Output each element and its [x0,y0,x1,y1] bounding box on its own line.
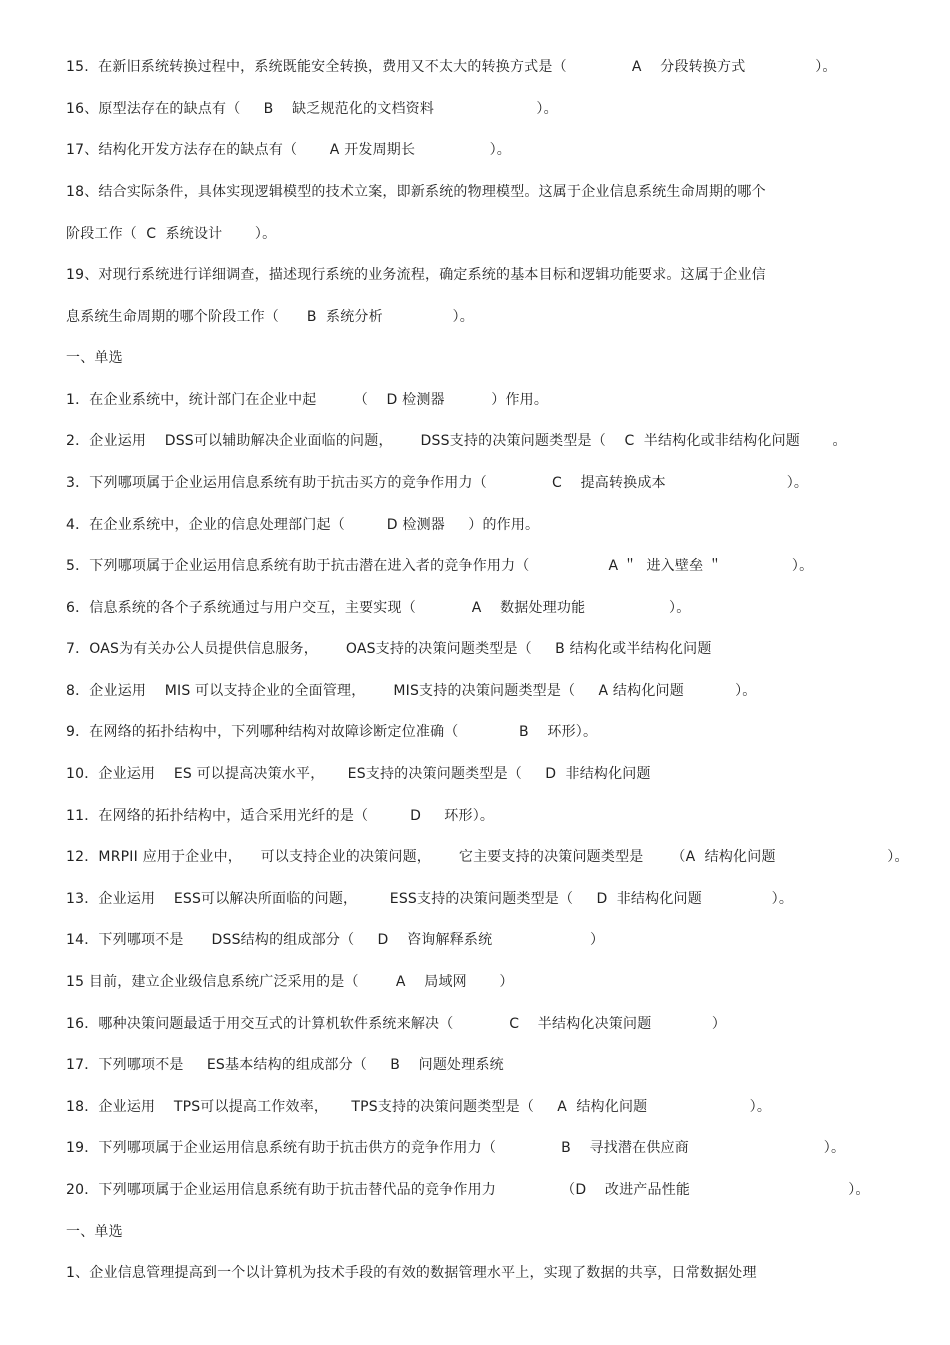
text-line: 7．OAS为有关办公人员提供信息服务， OAS支持的决策问题类型是（ B 结构化或半结构化问题 [66,641,712,657]
text-line: 5．下列哪项属于企业运用信息系统有助于抗击潜在进入者的竞争作用力（ A ＂ 进入壁垒 ＂ ）。 [66,558,814,574]
section-heading: 一、单选 [66,350,123,366]
text-line: 18、结合实际条件，具体实现逻辑模型的技术立案，即新系统的物理模型。这属于企业信息系统生命周期的哪个 [66,184,766,200]
text-line: 17、结构化开发方法存在的缺点有（ A 开发周期长 ）。 [66,142,511,158]
text-line: 阶段工作（ C 系统设计 ）。 [66,226,277,242]
text-line: 3．下列哪项属于企业运用信息系统有助于抗击买方的竞争作用力（ C 提高转换成本 ）。 [66,475,809,491]
text-line: 13．企业运用 ESS可以解决所面临的问题， ESS支持的决策问题类型是（ D 非结构化问题 ）。 [66,891,794,907]
text-line: 15 目前，建立企业级信息系统广泛采用的是（ A 局域网 ） [66,974,514,990]
text-line: 19．下列哪项属于企业运用信息系统有助于抗击供方的竞争作用力（ B 寻找潜在供应商 ）。 [66,1140,846,1156]
text-line: 4．在企业系统中，企业的信息处理部门起（ D 检测器 ）的作用。 [66,517,540,533]
text-line: 9．在网络的拓扑结构中，下列哪种结构对故障诊断定位准确（ B 环形）。 [66,724,598,740]
text-line: 16．哪种决策问题最适于用交互式的计算机软件系统来解决（ C 半结构化决策问题 ） [66,1016,727,1032]
text-line: 1、企业信息管理提高到一个以计算机为技术手段的有效的数据管理水平上，实现了数据的共享，日常数据处理 [66,1265,757,1281]
text-line: 19、对现行系统进行详细调查，描述现行系统的业务流程，确定系统的基本目标和逻辑功能要求。这属于企业信 [66,267,766,283]
text-line: 11．在网络的拓扑结构中，适合采用光纤的是（ D 环形）。 [66,808,495,824]
text-line: 14．下列哪项不是 DSS结构的组成部分（ D 咨询解释系统 ） [66,932,605,948]
section-heading: 一、单选 [66,1224,123,1240]
text-line: 息系统生命周期的哪个阶段工作（ B 系统分析 ）。 [66,309,474,325]
text-line: 8．企业运用 MIS 可以支持企业的全面管理， MIS支持的决策问题类型是（ A 结构化问题 ）。 [66,683,757,699]
text-line: 20．下列哪项属于企业运用信息系统有助于抗击替代品的竞争作用力 （D 改进产品性能 ）。 [66,1182,870,1198]
text-line: 10．企业运用 ES 可以提高决策水平， ES支持的决策问题类型是（ D 非结构化问题 [66,766,651,782]
text-line: 6．信息系统的各个子系统通过与用户交互，主要实现（ A 数据处理功能 ）。 [66,600,691,616]
text-line: 15. 在新旧系统转换过程中，系统既能安全转换，费用又不太大的转换方式是（ A 分段转换方式 ）。 [66,59,837,75]
text-line: 1．在企业系统中，统计部门在企业中起 （ D 检测器 ）作用。 [66,392,549,408]
text-line: 2．企业运用 DSS可以辅助解决企业面临的问题， DSS支持的决策问题类型是（ C 半结构化或非结构化问题 。 [66,433,847,449]
text-line: 17．下列哪项不是 ES基本结构的组成部分（ B 问题处理系统 [66,1057,504,1073]
text-line: 16、原型法存在的缺点有（ B 缺乏规范化的文档资料 ）。 [66,101,558,117]
text-line: 12．MRPII 应用于企业中， 可以支持企业的决策问题， 它主要支持的决策问题类型是 （A 结构化问题 ）。 [66,849,909,865]
text-line: 18．企业运用 TPS可以提高工作效率， TPS支持的决策问题类型是（ A 结构化问题 ）。 [66,1099,772,1115]
